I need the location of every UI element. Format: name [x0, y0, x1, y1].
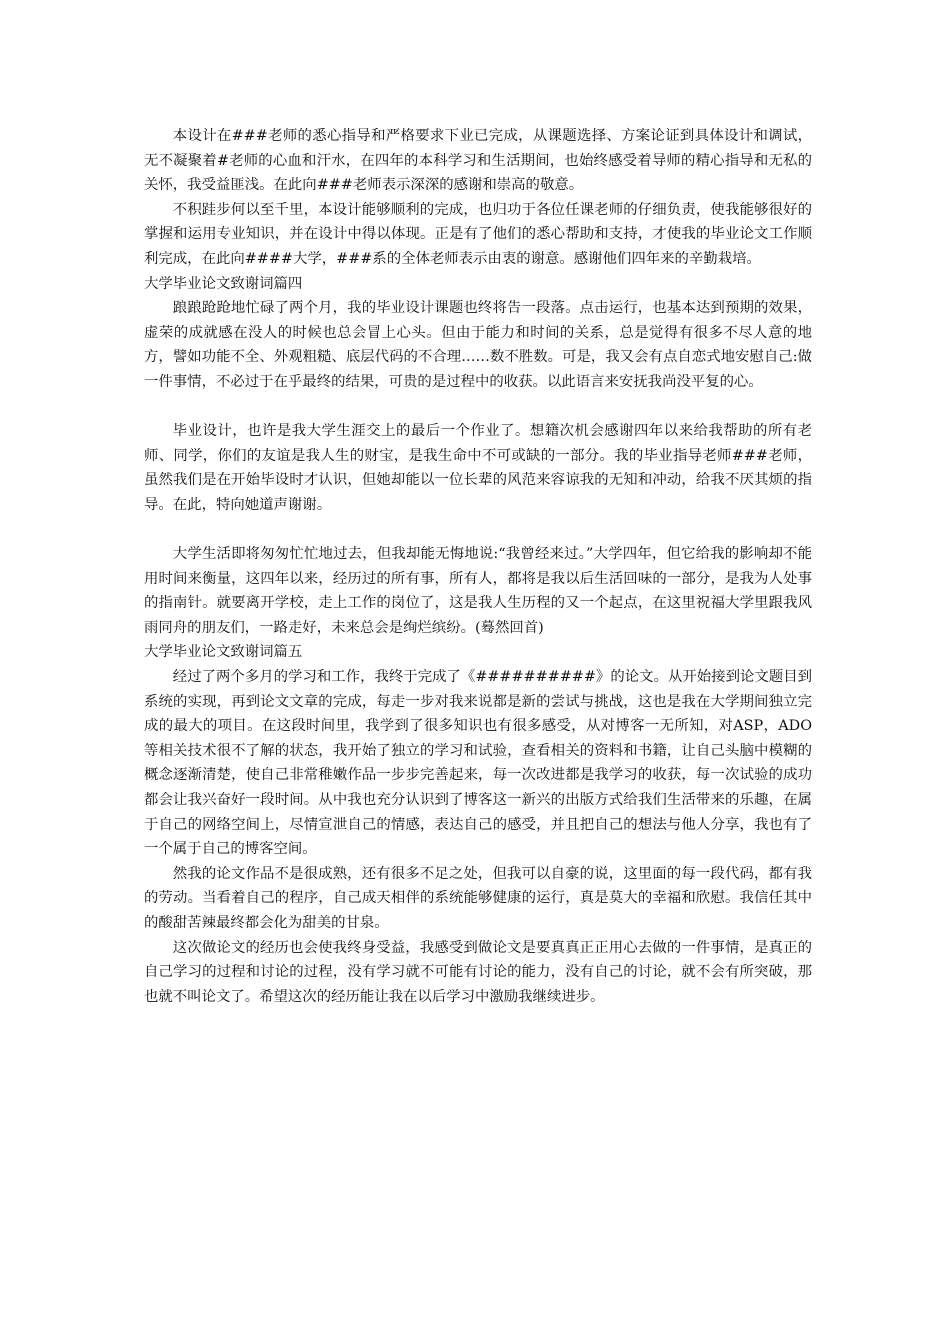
paragraph-8: 这次做论文的经历也会使我终身受益，我感受到做论文是要真真正正用心去做的一件事情，是真正的自己学习的过程和讨论的过程，没有学习就不可能有讨论的能力，没有自己的讨论，就不会有所突破，那也就不叫论文了。希望这次的经历能让我在以后学习中激励我继续进步。 [144, 939, 812, 1005]
blank-line [144, 518, 812, 543]
section-heading-4: 大学毕业论文致谢词篇四 [144, 275, 303, 292]
blank-line [144, 395, 812, 420]
paragraph-4: 毕业设计，也许是我大学生涯交上的最后一个作业了。想籍次机会感谢四年以来给我帮助的所有老师、同学，你们的友谊是我人生的财宝，是我生命中不可或缺的一部分。我的毕业指导老师###老师，虽然我们是在开始毕设时才认识，但她却能以一位长辈的风范来容谅我的无知和冲动，给我不厌其烦的指导。在此，特向她道声谢谢。 [144, 423, 812, 513]
section-heading-5: 大学毕业论文致谢词篇五 [144, 644, 303, 661]
paragraph-7: 然我的论文作品不是很成熟，还有很多不足之处，但我可以自豪的说，这里面的每一段代码，都有我的劳动。当看着自己的程序，自己成天相伴的系统能够健康的运行，真是莫大的幸福和欣慰。我信任其中的酸甜苦辣最终都会化为甜美的甘泉。 [144, 865, 812, 931]
document-page [144, 124, 812, 1009]
paragraph-3: 踉踉跄跄地忙碌了两个月，我的毕业设计课题也终将告一段落。点击运行，也基本达到预期的效果，虚荣的成就感在没人的时候也总会冒上心头。但由于能力和时间的关系，总是觉得有很多不尽人意的地方，譬如功能不全、外观粗糙、底层代码的不合理……数不胜数。可是，我又会有点自恋式地安慰自己:做一件事情，不必过于在乎最终的结果，可贵的是过程中的收获。以此语言来安抚我尚没平复的心。 [144, 300, 812, 390]
paragraph-1: 本设计在###老师的悉心指导和严格要求下业已完成，从课题选择、方案论证到具体设计和调试，无不凝聚着#老师的心血和汗水，在四年的本科学习和生活期间，也始终感受着导师的精心指导和无私的关怀，我受益匪浅。在此向###老师表示深深的感谢和崇高的敬意。 [144, 128, 812, 194]
paragraph-6: 经过了两个多月的学习和工作，我终于完成了《##########》的论文。从开始接到论文题目到系统的实现，再到论文文章的完成，每走一步对我来说都是新的尝试与挑战，这也是我在大学期间独立完成的最大的项目。在这段时间里，我学到了很多知识也有很多感受，从对博客一无所知，对ASP，ADO等相关技术很不了解的状态，我开始了独立的学习和试验，查看相关的资料和书籍，让自己头脑中模糊的概念逐渐清楚，使自己非常稚嫩作品一步步完善起来，每一次改进都是我学习的收获，每一次试验的成功都会让我兴奋好一段时间。从中我也充分认识到了博客这一新兴的出版方式给我们生活带来的乐趣，在属于自己的网络空间上，尽情宣泄自己的情感，表达自己的感受，并且把自己的想法与他人分享，我也有了一个属于自己的博客空间。 [144, 669, 812, 858]
paragraph-2: 不积跬步何以至千里，本设计能够顺利的完成，也归功于各位任课老师的仔细负责，使我能够很好的掌握和运用专业知识，并在设计中得以体现。正是有了他们的悉心帮助和支持，才使我的毕业论文工作顺利完成，在此向####大学，###系的全体老师表示由衷的谢意。感谢他们四年来的辛勤栽培。 [144, 201, 812, 267]
paragraph-5: 大学生活即将匆匆忙忙地过去，但我却能无悔地说:“我曾经来过。”大学四年，但它给我的影响却不能用时间来衡量，这四年以来，经历过的所有事，所有人，都将是我以后生活回味的一部分，是我为人处事的指南针。就要离开学校，走上工作的岗位了，这是我人生历程的又一个起点，在这里祝福大学里跟我风雨同舟的朋友们，一路走好，未来总会是绚烂缤纷。(蓦然回首) [144, 546, 812, 636]
